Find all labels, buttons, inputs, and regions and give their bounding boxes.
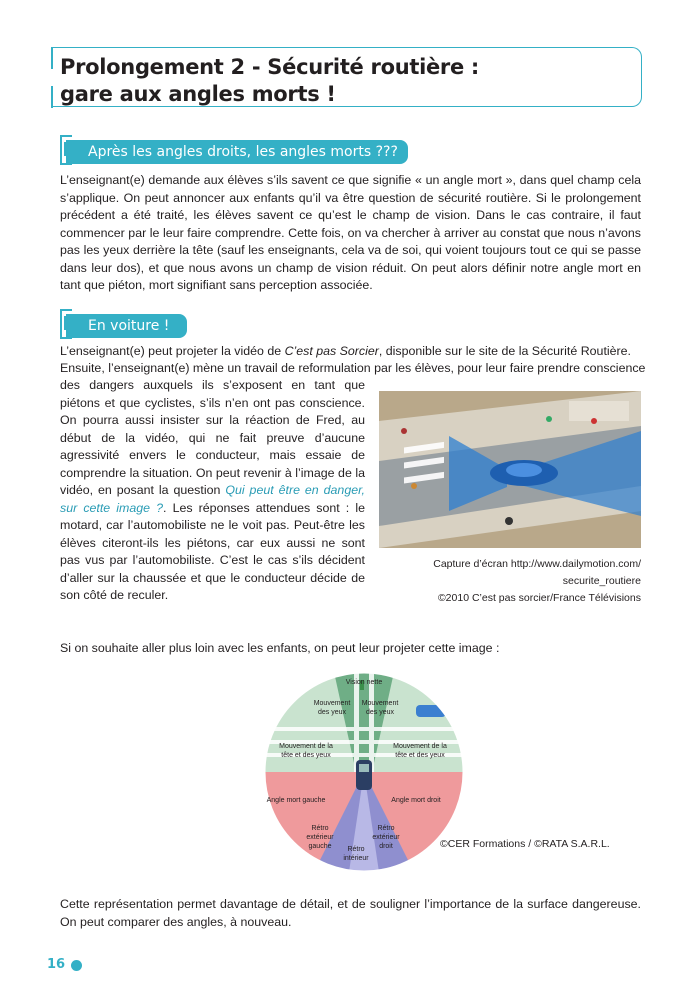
label-retro-ext-gauche-1: Rétro [311,825,329,832]
section2-intro-italic: C’est pas Sorcier [284,344,379,358]
section1-heading: Après les angles droits, les angles morts ??? [66,140,408,164]
label-vision-nette: Vision nette [345,679,383,686]
video-screenshot-image [379,391,641,548]
label-retro-int-1: Rétro [347,846,365,853]
caption-line-2: securite_routiere [562,575,641,587]
page-title [60,54,620,108]
caption-line-3: ©2010 C’est pas sorcier/France Télévisions [437,592,641,604]
video-caption [380,556,641,607]
title-line-1: Prolongement 2 - Sécurité routière : [60,55,480,79]
conclusion-paragraph: Cette représentation permet davantage de détail, et de souligner l’importance de la surface dangereuse. On peut comparer des angles, à nouveau. [60,897,641,929]
label-retro-ext-droit-2: extérieur [372,834,400,841]
section2-heading: En voiture ! [66,314,187,338]
label-retro-ext-droit-3: droit [379,843,393,850]
section2-intro [60,343,650,361]
diagram-intro: Si on souhaite aller plus loin avec les enfants, on peut leur projeter cette image : [60,641,500,655]
label-retro-ext-droit-1: Rétro [377,825,395,832]
label-mouv-yeux-right-2: des yeux [365,709,395,716]
label-retro-ext-gauche-2: extérieur [306,834,334,841]
label-mouv-tete-right-2: tête et des yeux [395,752,445,759]
label-mouv-tete-right-1: Mouvement de la [393,743,447,750]
title-line-2: gare aux angles morts ! [60,82,336,106]
label-angle-mort-gauche: Angle mort gauche [266,797,326,804]
label-mouv-tete-left-2: tête et des yeux [281,752,331,759]
section2-col-text1: des dangers auxquels ils s’exposent en tant que piétons et que cyclistes, s’ils n’en ont pas conscience. On pourra aussi insister sur la réaction de Fred, au début de la vidéo, qui ne fait preuve d’aucune agressivité envers le conducteur, mais essaie de comprendre la situation. On peut revenir à l’image de la vidéo, en posant la question [60,378,365,497]
section2-intro-after: , disponible sur le site de la Sécurité Routière. [378,344,631,358]
section2-line2: Ensuite, l’enseignant(e) mène un travail de reformulation par les élèves, pour leur faire prendre conscience [60,361,646,375]
label-retro-ext-gauche-3: gauche [308,843,332,850]
label-mouv-yeux-left-1: Mouvement [313,700,351,707]
section2-intro-before: L’enseignant(e) peut projeter la vidéo de [60,344,285,358]
label-mouv-tete-left-1: Mouvement de la [279,743,333,750]
section1-paragraph: L’enseignant(e) demande aux élèves s’ils savent ce que signifie « un angle mort », dans quel champ cela s’applique. On peut annoncer aux enfants qu’il va être question de sécurité routière. Si le prolongement précédent a été traité, les élèves savent ce qu’est le champ de vision. Dans le cas contraire, il faut commencer par le leur faire comprendre. Cette fois, on va chercher à arriver au constat que nous n’avons pas les yeux derrière la tête (sauf les enseignants, cela va de soi, qui voient toujours tout ce qui se passe dans leur dos), et que nous avons un champ de vision réduit. On peut alors définir notre angle mort en tant que piéton, mort signifiant sans perception associée. [60,173,641,292]
page-number: 16 [47,957,66,972]
diagram-credit: ©CER Formations / ©RATA S.A.R.L. [440,838,610,850]
caption-line-1: Capture d’écran http://www.dailymotion.com/ [433,558,641,570]
page-dot-icon [71,960,82,971]
label-mouv-yeux-left-2: des yeux [317,709,347,716]
section2-column-text [60,377,365,605]
label-mouv-yeux-right-1: Mouvement [361,700,399,707]
label-retro-int-2: intérieur [343,855,369,862]
label-angle-mort-droit: Angle mort droit [391,797,441,804]
section2-col-text2: . Les réponses attendues sont : le motard, car l’automobiliste ne le voit pas. Peut-être les élèves citeront-ils les piétons, car eux aussi ne sont pas vus par l’automobiliste. C’est le cas s’ils décident d’aller sur la chaussée et que le conducteur décide de son côté de reculer. [60,500,365,602]
section2-question: Qui peut être en danger, sur cette image ? [60,483,365,515]
